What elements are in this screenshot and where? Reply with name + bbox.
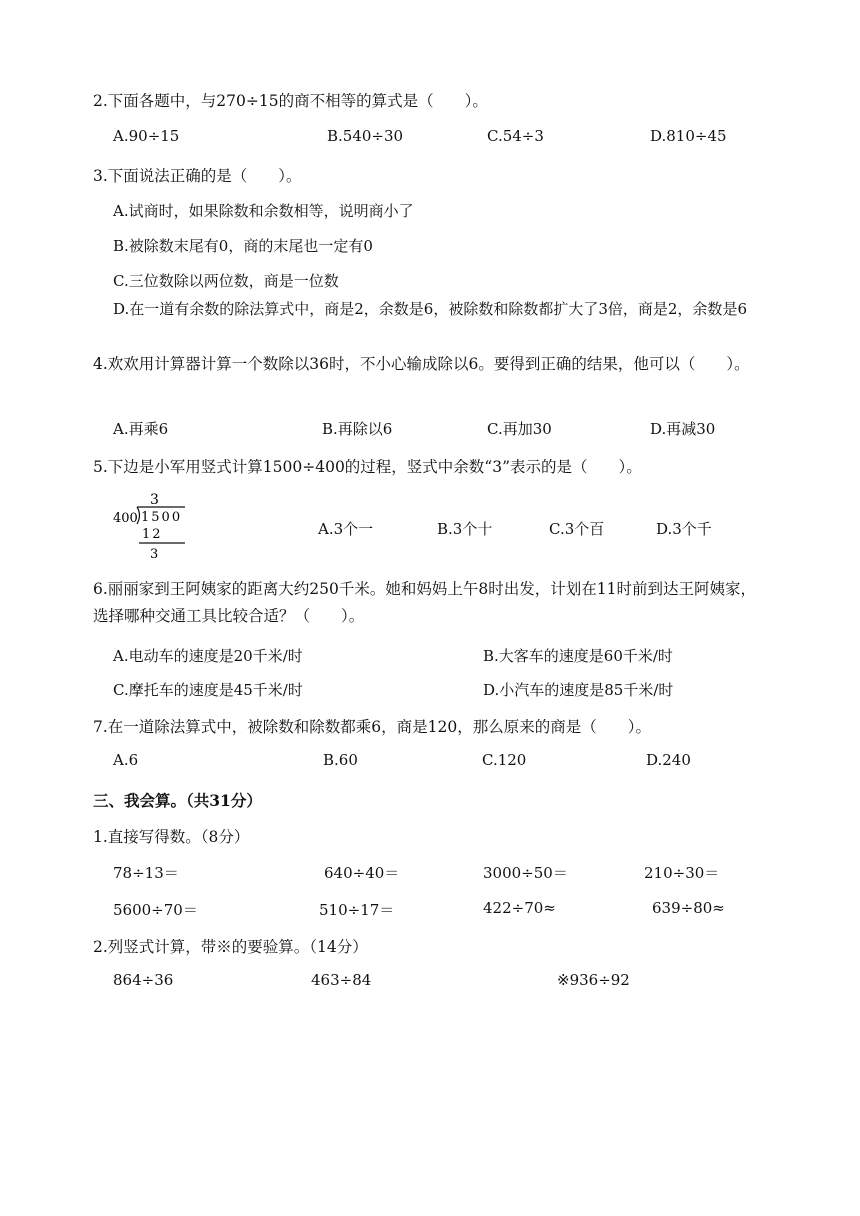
division-dividend: 1500: [141, 510, 183, 525]
q4-option-a: A.再乘6: [113, 420, 169, 438]
q6-option-b: B.大客车的速度是60千米/时: [483, 647, 673, 665]
division-remainder: 3: [150, 547, 159, 562]
mental-calc-item: 5600÷70＝: [113, 901, 198, 919]
q2-option-a: A.90÷15: [113, 127, 180, 145]
q2-option-b: B.540÷30: [327, 127, 404, 145]
q5-option-c: C.3个百: [549, 520, 605, 538]
division-divisor: 400: [113, 511, 138, 526]
mental-calc-item: 78÷13＝: [113, 864, 179, 882]
q5-option-a: A.3个一: [318, 520, 374, 538]
question-5-stem: 5.下边是小军用竖式计算1500÷400的过程，竖式中余数“3”表示的是（ ）。: [93, 458, 642, 476]
question-2-stem: 2.下面各题中，与270÷15的商不相等的算式是（ ）。: [93, 92, 488, 110]
long-division-figure: [113, 490, 203, 562]
vertical-calc-item: 864÷36: [113, 971, 174, 989]
division-quotient: 3: [150, 492, 159, 508]
q4-option-b: B.再除以6: [322, 420, 393, 438]
question-6-stem: 6.丽丽家到王阿姨家的距离大约250千米。她和妈妈上午8时出发，计划在11时前到达王阿姨家，选择哪种交通工具比较合适？（ ）。: [93, 580, 756, 625]
q3-option-d: D.在一道有余数的除法算式中，商是2，余数是6，被除数和除数都扩大了3倍，商是2，余数是6: [113, 300, 747, 318]
q5-option-d: D.3个千: [656, 520, 712, 538]
q4-option-c: C.再加30: [487, 420, 552, 438]
q2-option-c: C.54÷3: [487, 127, 544, 145]
q4-option-d: D.再减30: [650, 420, 716, 438]
division-product: 12: [142, 527, 163, 542]
q7-option-d: D.240: [646, 751, 691, 769]
q6-option-a: A.电动车的速度是20千米/时: [113, 647, 303, 665]
q3-option-a: A.试商时，如果除数和余数相等，说明商小了: [113, 202, 414, 220]
q7-option-c: C.120: [482, 751, 527, 769]
section-3-heading: 三、我会算。（共31分）: [93, 791, 262, 810]
section-3-part-1-title: 1.直接写得数。（8分）: [93, 828, 250, 846]
q7-option-b: B.60: [323, 751, 358, 769]
q2-option-d: D.810÷45: [650, 127, 727, 145]
q6-option-d: D.小汽车的速度是85千米/时: [483, 681, 674, 699]
vertical-calc-item: 463÷84: [311, 971, 372, 989]
question-3-stem: 3.下面说法正确的是（ ）。: [93, 167, 302, 185]
mental-calc-item: 422÷70≈: [483, 899, 556, 917]
vertical-calc-item: ※936÷92: [557, 971, 630, 989]
q5-option-b: B.3个十: [437, 520, 493, 538]
section-3-part-2-title: 2.列竖式计算，带※的要验算。（14分）: [93, 938, 368, 956]
q3-option-b: B.被除数末尾有0，商的末尾也一定有0: [113, 237, 373, 255]
q7-option-a: A.6: [113, 751, 139, 769]
mental-calc-item: 510÷17＝: [319, 901, 395, 919]
mental-calc-item: 640÷40＝: [324, 864, 400, 882]
q6-option-c: C.摩托车的速度是45千米/时: [113, 681, 303, 699]
question-4-stem: 4.欢欢用计算器计算一个数除以36时，不小心输成除以6。要得到正确的结果，他可以（ ）。: [93, 355, 750, 373]
mental-calc-item: 639÷80≈: [652, 899, 725, 917]
question-7-stem: 7.在一道除法算式中，被除数和除数都乘6，商是120，那么原来的商是（ ）。: [93, 718, 651, 736]
mental-calc-item: 3000÷50＝: [483, 864, 568, 882]
mental-calc-item: 210÷30＝: [644, 864, 720, 882]
q3-option-c: C.三位数除以两位数，商是一位数: [113, 272, 339, 290]
